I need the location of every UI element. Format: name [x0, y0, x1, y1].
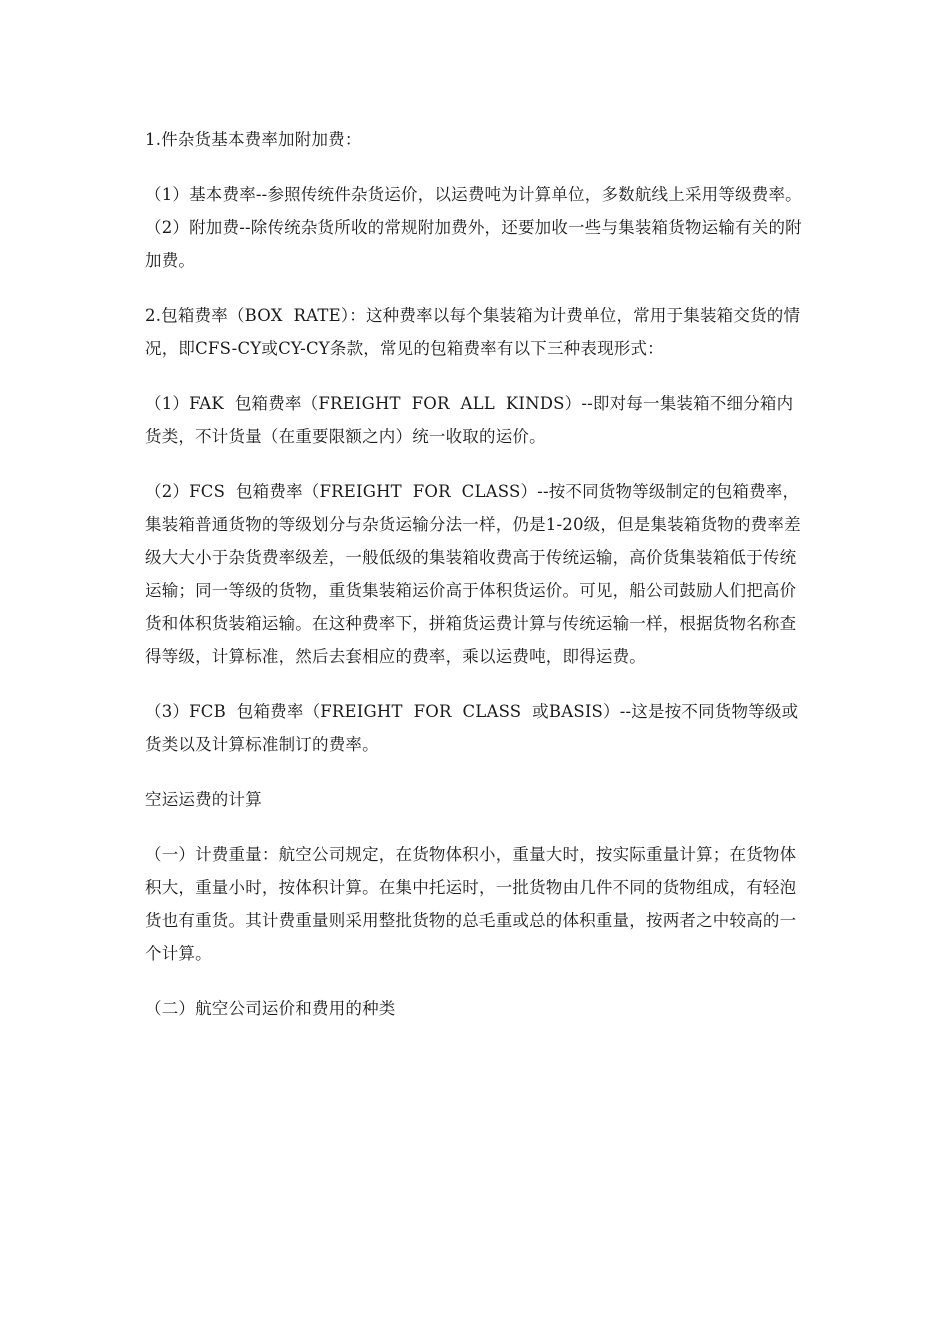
- paragraph-surcharge: （2）附加费--除传统杂货所收的常规附加费外，还要加收一些与集装箱货物运输有关的附加费。: [145, 218, 802, 270]
- paragraph-fcb-rate: （3）FCB 包箱费率（FREIGHT FOR CLASS 或BASIS）--这是按不同货物等级或货类以及计算标准制订的费率。: [145, 702, 799, 754]
- paragraph-chargeable-weight: （一）计费重量：航空公司规定，在货物体积小，重量大时，按实际重量计算；在货物体积大，重量小时，按体积计算。在集中托运时，一批货物由几件不同的货物组成，有轻泡货也有重货。其计费重量则采用整批货物的总毛重或总的体积重量，按两者之中较高的一个计算。: [145, 845, 797, 963]
- paragraph-airline-rate-types: （二）航空公司运价和费用的种类: [145, 999, 396, 1018]
- paragraph-base-rate: （1）基本费率--参照传统件杂货运价，以运费吨为计算单位，多数航线上采用等级费率。: [145, 185, 802, 204]
- section-heading-air-freight: 空运运费的计算: [145, 790, 262, 809]
- paragraph-fcs-rate: （2）FCS 包箱费率（FREIGHT FOR CLASS）--按不同货物等级制定的包箱费率，集装箱普通货物的等级划分与杂货运输分法一样，仍是1-20级，但是集装箱货物的费率差级大大小于杂货费率级差，一般低级的集装箱收费高于传统运输，高价货集装箱低于传统运输；同一等级的货物，重货集装箱运价高于体积货运价。可见，船公司鼓励人们把高价货和体积货装箱运输。在这种费率下，拼箱货运费计算与传统运输一样，根据货物名称查得等级，计算标准，然后去套相应的费率，乘以运费吨，即得运费。: [145, 482, 801, 666]
- section-heading-box-rate: 2.包箱费率（BOX RATE）：这种费率以每个集装箱为计费单位，常用于集装箱交货的情况，即CFS-CY或CY-CY条款，常见的包箱费率有以下三种表现形式：: [145, 306, 801, 358]
- document-body: [145, 123, 810, 1047]
- section-heading-lcl-rate: 1.件杂货基本费率加附加费：: [145, 130, 362, 149]
- paragraph-fak-rate: （1）FAK 包箱费率（FREIGHT FOR ALL KINDS）--即对每一集装箱不细分箱内货类，不计货量（在重要限额之内）统一收取的运价。: [145, 394, 794, 446]
